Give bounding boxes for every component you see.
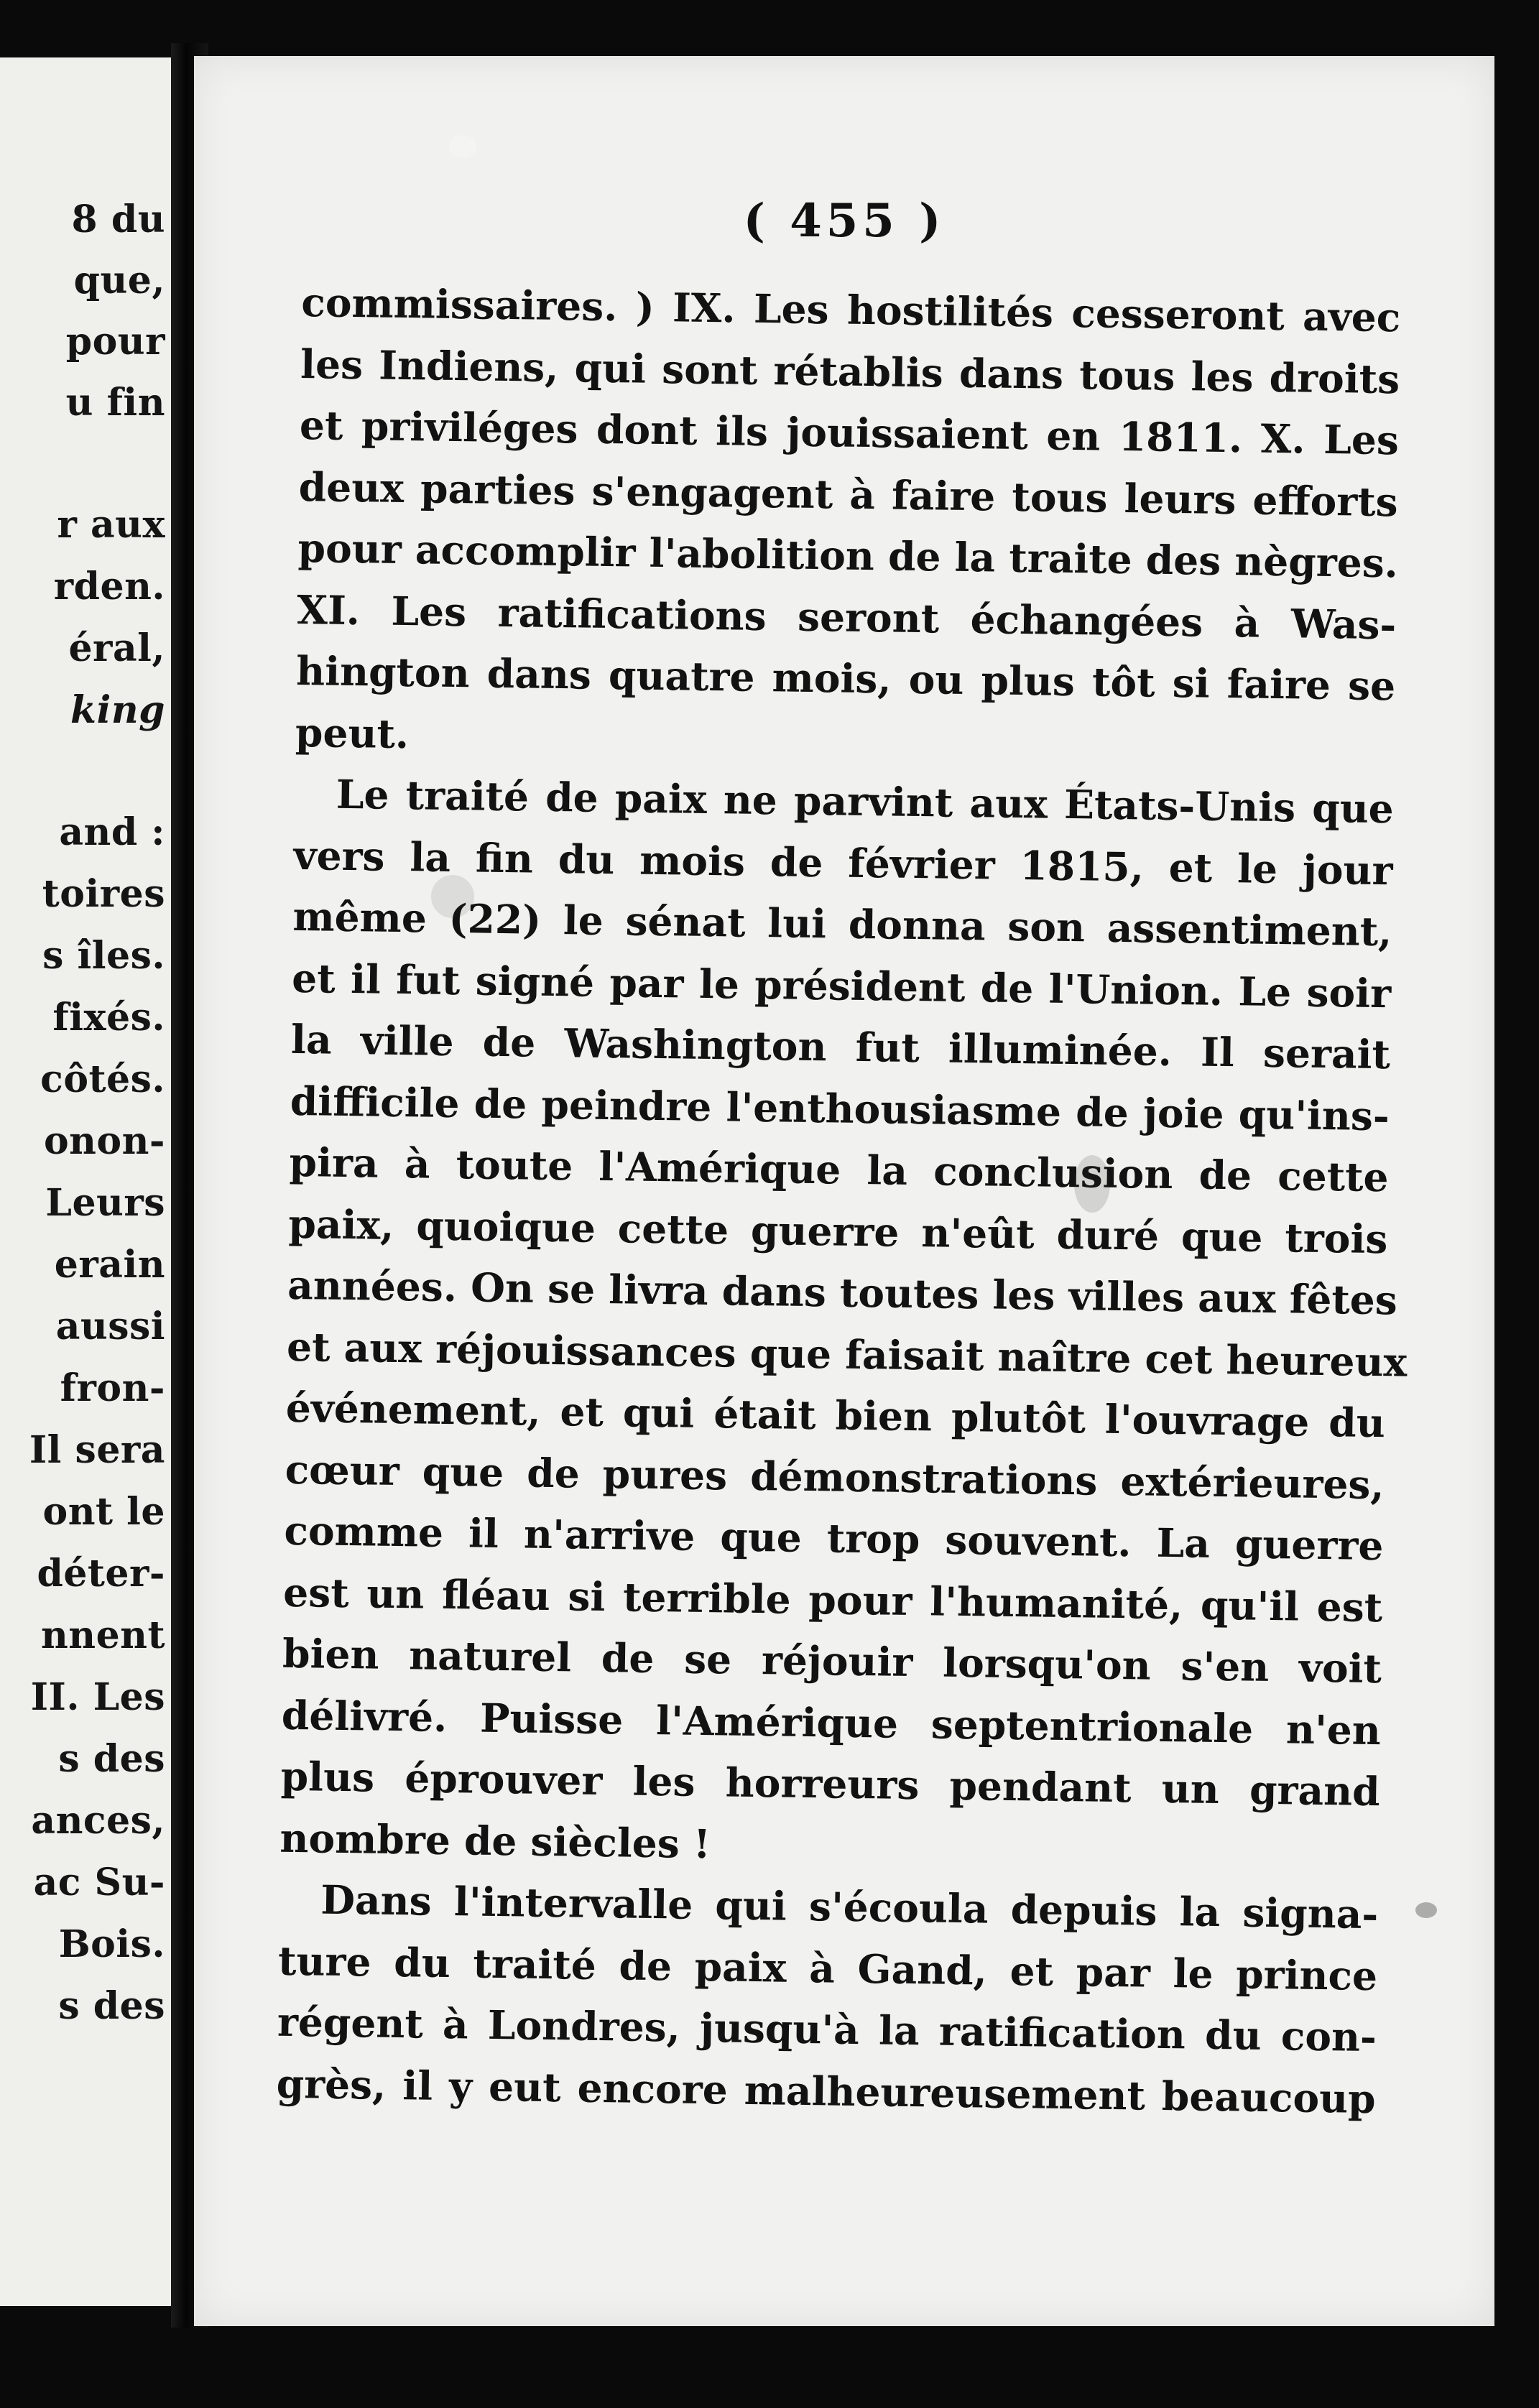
ink-speck [449, 135, 476, 158]
text-line: vers la fin du mois de février 1815, et le jour [293, 831, 1393, 894]
text-line: bien naturel de se réjouir lorsqu'on s'en voit [282, 1629, 1382, 1692]
left-page-fragment-line: onon- [43, 1119, 165, 1163]
left-page-fragment-line: s îles. [42, 934, 165, 978]
left-page-fragment-line: fron- [60, 1366, 165, 1410]
left-page-fragment-line: ances, [31, 1799, 165, 1843]
left-page-fragment-line: II. Les [30, 1675, 165, 1719]
text-line: et priviléges dont ils jouissaient en 1811. X. Les [299, 401, 1400, 464]
text-line: cœur que de pures démonstrations extérieures, [285, 1445, 1385, 1508]
text-line: difficile de peindre l'enthousiasme de joie qu'ins- [290, 1077, 1390, 1139]
left-page-fragment-line: ac Su- [33, 1861, 165, 1904]
left-page-fragment-line: déter- [37, 1552, 165, 1596]
left-page-fragment-line: nnent [40, 1613, 165, 1657]
text-line: régent à Londres, jusqu'à la ratification du con- [277, 1998, 1377, 2061]
left-page-fragment-line: s des [58, 1737, 165, 1781]
text-line: la ville de Washington fut illuminée. Il serait [290, 1015, 1391, 1078]
text-line: ture du traité de paix à Gand, et par le prince [277, 1937, 1378, 1999]
text-line: pour accomplir l'abolition de la traite des nègres. [297, 524, 1399, 587]
left-page-fragment-line: and : [59, 810, 165, 854]
left-page-fragment-line: côtés. [40, 1057, 165, 1101]
left-page-fragment-line: u fin [65, 381, 165, 425]
left-page-fragment-line: aussi [55, 1305, 165, 1348]
left-page-fragment-line: Bois. [58, 1922, 165, 1966]
text-line: Le traité de paix ne parvint aux États-Unis que [336, 770, 1395, 833]
left-page-fragment-line: rden. [53, 565, 165, 608]
text-line: plus éprouver les horreurs pendant un grand [280, 1752, 1381, 1815]
text-line: commissaires. ) IX. Les hostilités cesseront avec [300, 278, 1401, 341]
text-line: délivré. Puisse l'Amérique septentrionale n'en [281, 1691, 1382, 1754]
left-page-fragment-line: erain [54, 1243, 165, 1287]
text-line: et aux réjouissances que faisait naître cet heureux [286, 1323, 1408, 1386]
text-line: pira à toute l'Amérique la conclusion de cette [289, 1138, 1389, 1201]
left-page-fragment-line: toires [42, 872, 165, 916]
left-page-fragment-line: fixés. [52, 996, 165, 1039]
book-page [194, 56, 1494, 2326]
page-body-text [276, 272, 1408, 2129]
ink-speck [1074, 1155, 1110, 1213]
left-page-fragment-line: pour [65, 320, 165, 363]
left-page-fragment-line: Leurs [45, 1181, 165, 1225]
text-line: les Indiens, qui sont rétablis dans tous les droits [300, 340, 1400, 402]
ink-speck [431, 875, 474, 918]
text-line: peut. [295, 708, 410, 757]
left-page-fragment-line: ont le [42, 1490, 165, 1534]
text-line: et il fut signé par le président de l'Union. Le soir [291, 954, 1392, 1017]
left-page-fragment-line: Il sera [29, 1428, 165, 1472]
text-line: comme il n'arrive que trop souvent. La guerre [284, 1506, 1384, 1570]
ink-speck [1415, 1902, 1437, 1918]
text-line: XI. Les ratifications seront échangées à Was- [296, 585, 1397, 648]
left-page-fragment-line: s des [58, 1984, 165, 2028]
left-page-fragment-line: 8 du [71, 198, 165, 241]
page-number: ( 455 ) [743, 194, 946, 248]
text-line: événement, et qui était bien plutôt l'ouvrage du [285, 1384, 1386, 1447]
text-line: Dans l'intervalle qui s'écoula depuis la signa- [320, 1876, 1379, 1938]
left-page-fragment [0, 57, 171, 2306]
text-line: nombre de siècles ! [279, 1814, 711, 1867]
text-line: deux parties s'engagent à faire tous leurs efforts [298, 463, 1399, 525]
text-line: années. On se livra dans toutes les villes aux fêtes [287, 1261, 1398, 1324]
text-line: grès, il y eut encore malheureusement beaucoup [276, 2060, 1377, 2122]
text-line: paix, quoique cette guerre n'eût duré que trois [288, 1200, 1388, 1262]
text-line: est un fléau si terrible pour l'humanité, qu'il est [282, 1568, 1383, 1631]
left-page-fragment-line: éral, [68, 626, 165, 670]
left-page-fragment-line: que, [73, 259, 165, 302]
text-line: hington dans quatre mois, ou plus tôt si faire se [295, 647, 1396, 710]
left-page-fragment-line: r aux [57, 503, 165, 547]
left-page-fragment-line: king [70, 688, 165, 732]
text-line: même (22) le sénat lui donna son assentiment, [292, 892, 1392, 955]
